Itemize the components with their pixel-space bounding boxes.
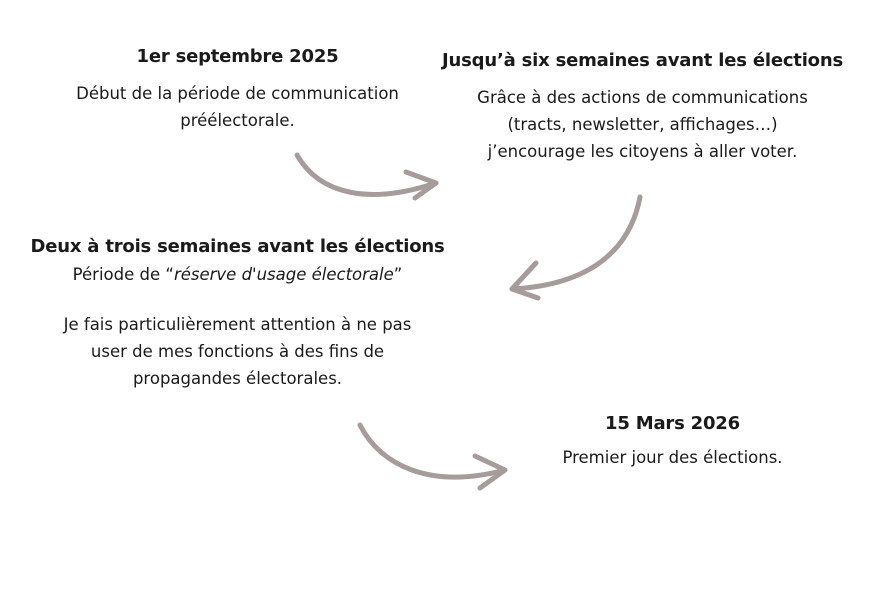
step-3-description: [10, 311, 465, 392]
step-2-line: j’encourage les citoyens à aller voter.: [487, 142, 798, 161]
step-4-line: Premier jour des élections.: [562, 448, 783, 467]
arrow-2-icon: [512, 197, 640, 298]
step-4-description: [510, 444, 835, 471]
step-3-intro-prefix: Période de “: [72, 265, 174, 284]
arrow-3-icon: [360, 425, 505, 488]
step-2-line: (tracts, newsletter, affichages…): [507, 115, 778, 134]
step-1-line: préélectorale.: [180, 111, 295, 130]
step-2-description: [420, 84, 865, 165]
step-1-line: Début de la période de communication: [76, 84, 399, 103]
step-1-description: [20, 80, 455, 134]
step-3-intro-suffix: ”: [393, 265, 403, 284]
step-3-intro: [10, 261, 465, 288]
step-3-line: propagandes électorales.: [132, 369, 343, 388]
step-2-date: Jusqu’à six semaines avant les élections: [442, 50, 843, 71]
arrow-1-icon: [297, 155, 436, 198]
step-six-weeks-before: [420, 50, 865, 165]
step-3-intro-emphasis: réserve d'usage électorale: [173, 265, 394, 284]
step-2-line: Grâce à des actions de communications: [477, 88, 808, 107]
step-3-date: Deux à trois semaines avant les élections: [30, 236, 445, 257]
step-election-day: [510, 413, 835, 471]
step-3-line: Je fais particulièrement attention à ne pas: [63, 315, 412, 334]
step-1-date: 1er septembre 2025: [136, 46, 339, 67]
step-start-communication: [20, 46, 455, 134]
step-4-date: 15 Mars 2026: [605, 413, 740, 434]
step-reserve-period: [10, 236, 465, 392]
step-3-line: user de mes fonctions à des fins de: [90, 342, 385, 361]
